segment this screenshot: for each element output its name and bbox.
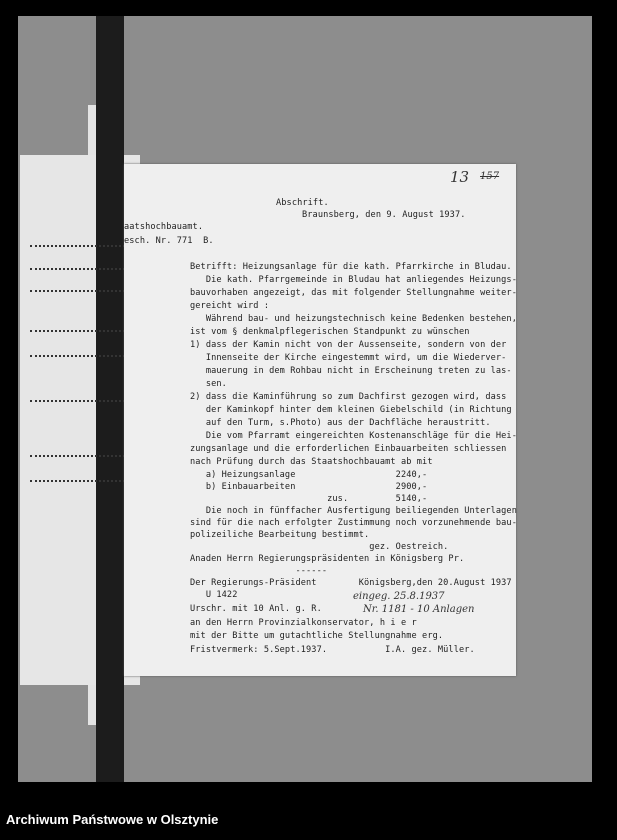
dotted-line bbox=[30, 455, 125, 457]
dotted-line bbox=[30, 355, 125, 357]
body-line: sind für die nach erfolgter Zustimmung noch vorzunehmende bau- bbox=[190, 518, 517, 528]
handwritten-number: Nr. 1181 - 10 Anlagen bbox=[363, 604, 475, 615]
body-line: Der Regierungs-Präsident Königsberg,den 20.August 1937 bbox=[190, 578, 512, 588]
body-line: gez. Oestreich. bbox=[190, 542, 449, 552]
body-line: nach Prüfung durch das Staatshochbauamt ab mit bbox=[190, 457, 433, 467]
body-line: an den Herrn Provinzialkonservator, h i e r bbox=[190, 618, 417, 628]
body-line: zus. 5140,- bbox=[190, 494, 428, 504]
body-line: mauerung in dem Rohbau nicht in Erscheinung treten zu las- bbox=[190, 366, 512, 376]
sender: aatshochbauamt. bbox=[124, 222, 204, 232]
body-line: mit der Bitte um gutachtliche Stellungnahme erg. bbox=[190, 631, 444, 641]
body-line: bauvorhaben angezeigt, das mit folgender Stellungnahme weiter- bbox=[190, 288, 517, 298]
body-line: Die noch in fünffacher Ausfertigung beiliegenden Unterlagen bbox=[190, 506, 517, 516]
dotted-line bbox=[30, 245, 125, 247]
body-line: zungsanlage und die erforderlichen Einbauarbeiten schliessen bbox=[190, 444, 507, 454]
body-line: der Kaminkopf hinter dem kleinen Giebelschild (in Richtung bbox=[190, 405, 512, 415]
body-line: Fristvermerk: 5.Sept.1937. I.A. gez. Müller. bbox=[190, 645, 475, 655]
folio-number: 13 bbox=[450, 168, 470, 186]
reference: esch. Nr. 771 B. bbox=[124, 236, 214, 246]
archive-name: Archiwum Państwowe w Olsztynie bbox=[6, 812, 219, 827]
body-line: Betrifft: Heizungsanlage für die kath. Pfarrkirche in Bludau. bbox=[190, 262, 512, 272]
dotted-line bbox=[30, 268, 125, 270]
body-line: 2) dass die Kaminführung so zum Dachfirst gezogen wird, dass bbox=[190, 392, 507, 402]
body-line: U 1422 bbox=[190, 590, 238, 600]
body-line: a) Heizungsanlage 2240,- bbox=[190, 470, 428, 480]
body-line: Während bau- und heizungstechnisch keine Bedenken bestehen, bbox=[190, 314, 517, 324]
doc-title: Abschrift. bbox=[276, 198, 329, 208]
body-line: sen. bbox=[190, 379, 227, 389]
folio-struck: 157 bbox=[480, 171, 500, 182]
body-line: ------ bbox=[190, 566, 328, 576]
body-line: b) Einbauarbeiten 2900,- bbox=[190, 482, 428, 492]
body-line: Anaden Herrn Regierungspräsidenten in Königsberg Pr. bbox=[190, 554, 465, 564]
body-line: polizeiliche Bearbeitung bestimmt. bbox=[190, 530, 370, 540]
body-line: Die vom Pfarramt eingereichten Kostenanschläge für die Hei- bbox=[190, 431, 517, 441]
place-date: Braunsberg, den 9. August 1937. bbox=[302, 210, 466, 220]
handwritten-receipt: eingeg. 25.8.1937 bbox=[353, 591, 445, 602]
dotted-line bbox=[30, 290, 125, 292]
dotted-line bbox=[30, 330, 125, 332]
body-line: Die kath. Pfarrgemeinde in Bludau hat anliegendes Heizungs- bbox=[190, 275, 517, 285]
dotted-line bbox=[30, 480, 125, 482]
body-line: Urschr. mit 10 Anl. g. R. bbox=[190, 604, 322, 614]
body-line: auf den Turm, s.Photo) aus der Dachfläche heraustritt. bbox=[190, 418, 491, 428]
binding-shadow bbox=[96, 16, 124, 782]
body-line: 1) dass der Kamin nicht von der Aussenseite, sondern von der bbox=[190, 340, 507, 350]
dotted-line bbox=[30, 400, 125, 402]
body-line: ist vom § denkmalpflegerischen Standpunkt zu wünschen bbox=[190, 327, 470, 337]
body-line: gereicht wird : bbox=[190, 301, 270, 311]
body-line: Innenseite der Kirche eingestemmt wird, um die Wiederver- bbox=[190, 353, 507, 363]
document-page bbox=[124, 164, 516, 676]
